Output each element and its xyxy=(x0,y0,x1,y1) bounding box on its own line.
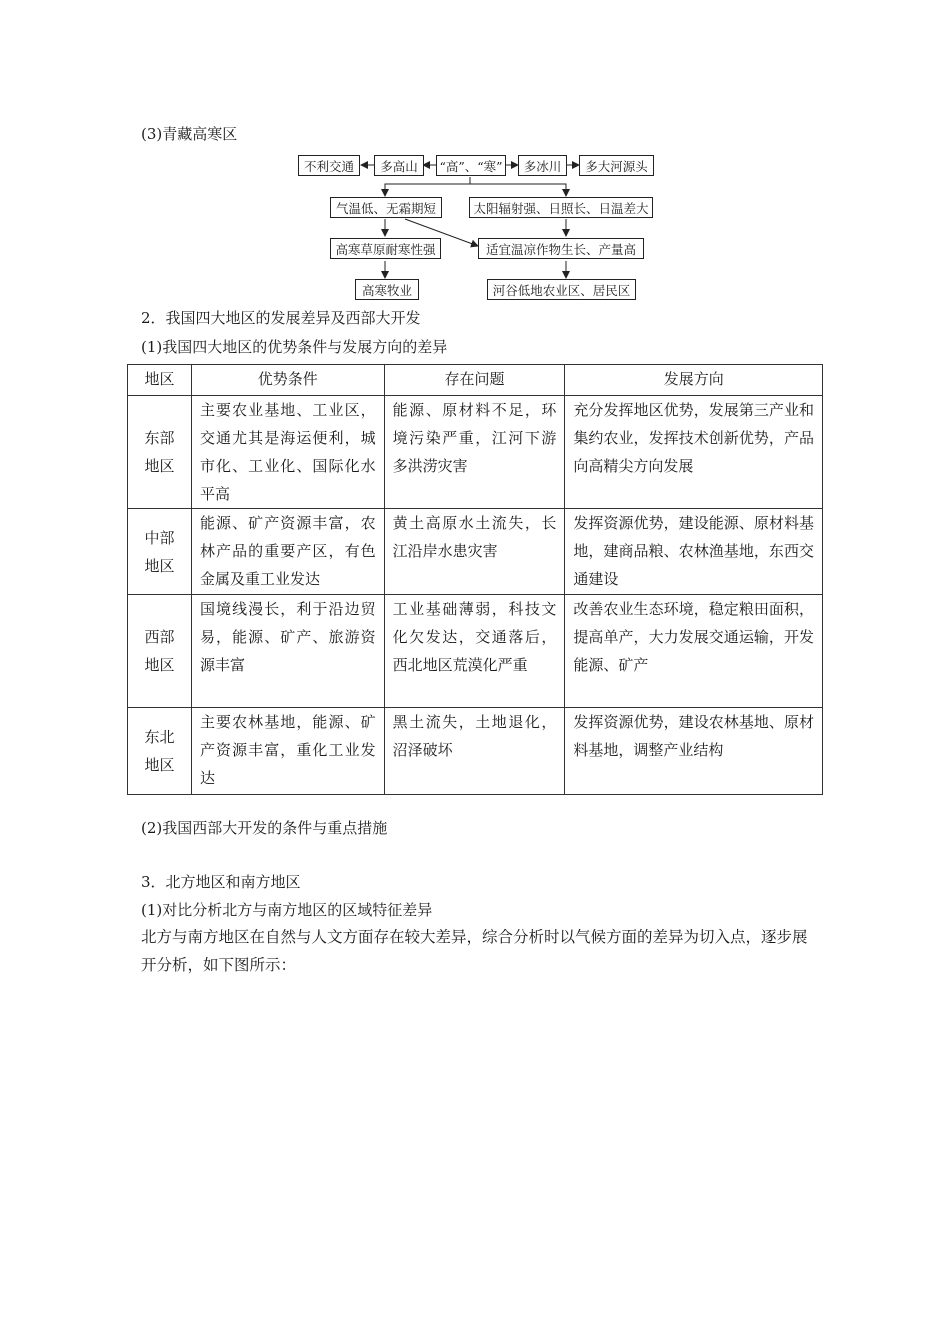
region-cell: 东北 地区 xyxy=(128,708,192,795)
section3-title: (3)青藏高寒区 xyxy=(141,125,238,143)
box-solar-radiation: 太阳辐射强、日照长、日温差大 xyxy=(469,197,653,218)
regions-table xyxy=(127,364,823,795)
box-glaciers: 多冰川 xyxy=(518,155,567,176)
heading-3: 3．北方地区和南方地区 xyxy=(141,873,301,891)
subheading-2-2: (2)我国西部大开发的条件与重点措施 xyxy=(141,819,388,837)
problem-cell: 能源、原材料不足，环境污染严重，江河下游多洪涝灾害 xyxy=(384,396,565,509)
table-row xyxy=(128,396,823,509)
direction-cell: 发挥资源优势，建设能源、原材料基地，建商品粮、农林渔基地，东西交通建设 xyxy=(565,509,823,595)
table-row xyxy=(128,708,823,795)
box-high-cold: “高”、“寒” xyxy=(436,155,506,176)
box-pastoral: 高寒牧业 xyxy=(355,279,419,300)
table-row xyxy=(128,595,823,708)
box-valley-agriculture: 河谷低地农业区、居民区 xyxy=(487,279,636,300)
col-header: 地区 xyxy=(128,365,192,396)
advantage-cell: 主要农业基地、工业区，交通尤其是海运便利，城市化、工业化、国际化水平高 xyxy=(191,396,384,509)
col-header: 存在问题 xyxy=(384,365,565,396)
direction-cell: 改善农业生态环境，稳定粮田面积，提高单产，大力发展交通运输，开发能源、矿产 xyxy=(565,595,823,708)
direction-cell: 发挥资源优势，建设农林基地、原材料基地，调整产业结构 xyxy=(565,708,823,795)
col-header: 发展方向 xyxy=(565,365,823,396)
region-cell: 西部 地区 xyxy=(128,595,192,708)
qingzang-flowchart xyxy=(0,0,950,310)
table-header-row xyxy=(128,365,823,396)
problem-cell: 黄土高原水土流失，长江沿岸水患灾害 xyxy=(384,509,565,595)
box-crops: 适宜温凉作物生长、产量高 xyxy=(478,238,644,259)
advantage-cell: 国境线漫长，利于沿边贸易，能源、矿产、旅游资源丰富 xyxy=(191,595,384,708)
problem-cell: 工业基础薄弱，科技文化欠发达，交通落后，西北地区荒漠化严重 xyxy=(384,595,565,708)
problem-cell: 黑土流失，土地退化，沼泽破坏 xyxy=(384,708,565,795)
box-traffic: 不利交通 xyxy=(298,155,360,176)
direction-cell: 充分发挥地区优势，发展第三产业和集约农业，发挥技术创新优势，产品向高精尖方向发展 xyxy=(565,396,823,509)
advantage-cell: 能源、矿产资源丰富，农林产品的重要产区，有色金属及重工业发达 xyxy=(191,509,384,595)
subheading-3-1: (1)对比分析北方与南方地区的区域特征差异 xyxy=(141,901,433,919)
table-row xyxy=(128,509,823,595)
box-grassland: 高寒草原耐寒性强 xyxy=(330,238,441,259)
box-river-sources: 多大河源头 xyxy=(579,155,654,176)
col-header: 优势条件 xyxy=(191,365,384,396)
heading-2: 2．我国四大地区的发展差异及西部大开发 xyxy=(141,309,421,327)
box-mountains: 多高山 xyxy=(374,155,424,176)
subheading-2-1: (1)我国四大地区的优势条件与发展方向的差异 xyxy=(141,338,448,356)
paragraph-3: 北方与南方地区在自然与人文方面存在较大差异，综合分析时以气候方面的差异为切入点，逐步展开分析，如下图所示： xyxy=(141,928,808,974)
region-cell: 东部 地区 xyxy=(128,396,192,509)
box-low-temperature: 气温低、无霜期短 xyxy=(330,197,442,218)
region-cell: 中部 地区 xyxy=(128,509,192,595)
advantage-cell: 主要农林基地，能源、矿产资源丰富，重化工业发达 xyxy=(191,708,384,795)
